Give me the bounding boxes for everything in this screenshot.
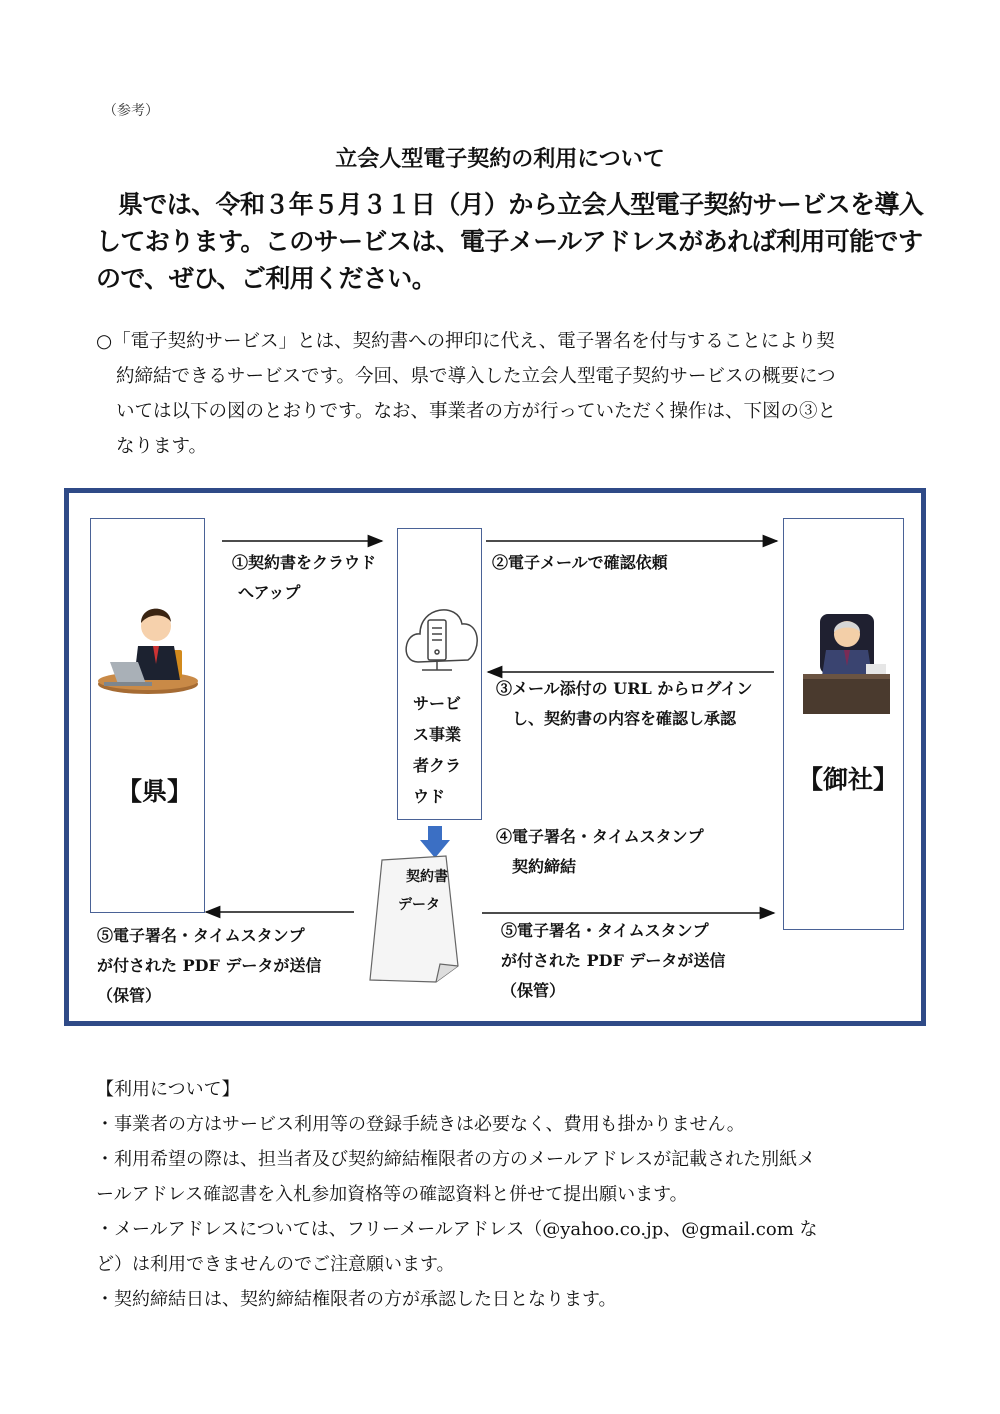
page-title: 立会人型電子契約の利用について [335, 147, 665, 172]
step5-left-line: （保管） [97, 986, 162, 1005]
notes-line: ・契約締結日は、契約締結権限者の方が承認した日となります。 [96, 1289, 617, 1310]
cloud-label-line: ス事業 [413, 725, 462, 744]
step5-left-line: ⑤電子署名・タイムスタンプ [97, 926, 305, 945]
cloud-server-icon [406, 610, 477, 670]
description-line: いては以下の図のとおりです。なお、事業者の方が行っていただく操作は、下図の③と [116, 401, 837, 422]
step1-line: ①契約書をクラウド [232, 553, 377, 572]
usage-notes [96, 1072, 916, 1317]
notes-line: ・事業者の方はサービス利用等の登録手続きは必要なく、費用も掛かりません。 [96, 1114, 745, 1135]
officer-laptop-icon [98, 609, 198, 694]
step5-right-line: （保管） [501, 981, 566, 1000]
cloud-label-line: 者クラ [413, 756, 462, 775]
step3-label [496, 674, 753, 734]
description-line: 約締結できるサービスです。今回、県で導入した立会人型電子契約サービスの概要につ [116, 366, 836, 387]
down-arrow-icon [420, 826, 450, 858]
notes-heading: 【利用について】 [96, 1079, 240, 1100]
description-line: ○「電子契約サービス」とは、契約書への押印に代え、電子署名を付与することにより契 [96, 331, 835, 352]
doc-label-line: データ [398, 897, 440, 913]
lead-line: ので、ぜひ、ご利用ください。 [96, 264, 437, 293]
step1-line: へアップ [238, 583, 301, 602]
step5-right-line: ⑤電子署名・タイムスタンプ [501, 921, 709, 940]
step2-label: ②電子メールで確認依頼 [492, 553, 668, 572]
notes-line: ールアドレス確認書を入札参加資格等の確認資料と併せて提出願います。 [96, 1184, 688, 1205]
description-line: なります。 [116, 436, 208, 457]
notes-line: ど）は利用できませんのでご注意願います。 [96, 1254, 455, 1275]
onsha-label: 【御社】 [798, 765, 899, 794]
step5-right-line: が付された PDF データが送信 [501, 951, 726, 970]
step5-left-line: が付された PDF データが送信 [97, 956, 322, 975]
lead-line: しております。このサービスは、電子メールアドレスがあれば利用可能です [96, 227, 923, 256]
step3-line: ③メール添付の URL からログイン [496, 679, 753, 698]
step4-line: 契約締結 [512, 857, 577, 876]
step5-right-label [501, 916, 725, 1006]
cloud-label [413, 688, 463, 812]
cloud-label-line: サービ [413, 694, 462, 713]
notes-line: ・利用希望の際は、担当者及び契約締結権限者の方のメールアドレスが記載された別紙メ [96, 1149, 816, 1170]
cloud-label-line: ウド [413, 787, 446, 806]
step4-label [496, 822, 704, 882]
step1-label [232, 548, 376, 608]
ken-label: 【県】 [117, 777, 193, 806]
step4-line: ④電子署名・タイムスタンプ [496, 827, 704, 846]
executive-desk-icon [803, 614, 890, 714]
notes-line: ・メールアドレスについては、フリーメールアドレス（@yahoo.co.jp、@gmail.com な [96, 1219, 818, 1240]
reference-label: （参考） [103, 103, 159, 119]
lead-line: 県では、令和３年５月３１日（月）から立会人型電子契約サービスを導入 [118, 190, 924, 219]
step3-line: し、契約書の内容を確認し承認 [512, 709, 737, 728]
doc-label-line: 契約書 [406, 869, 448, 885]
step5-left-label [97, 921, 321, 1011]
